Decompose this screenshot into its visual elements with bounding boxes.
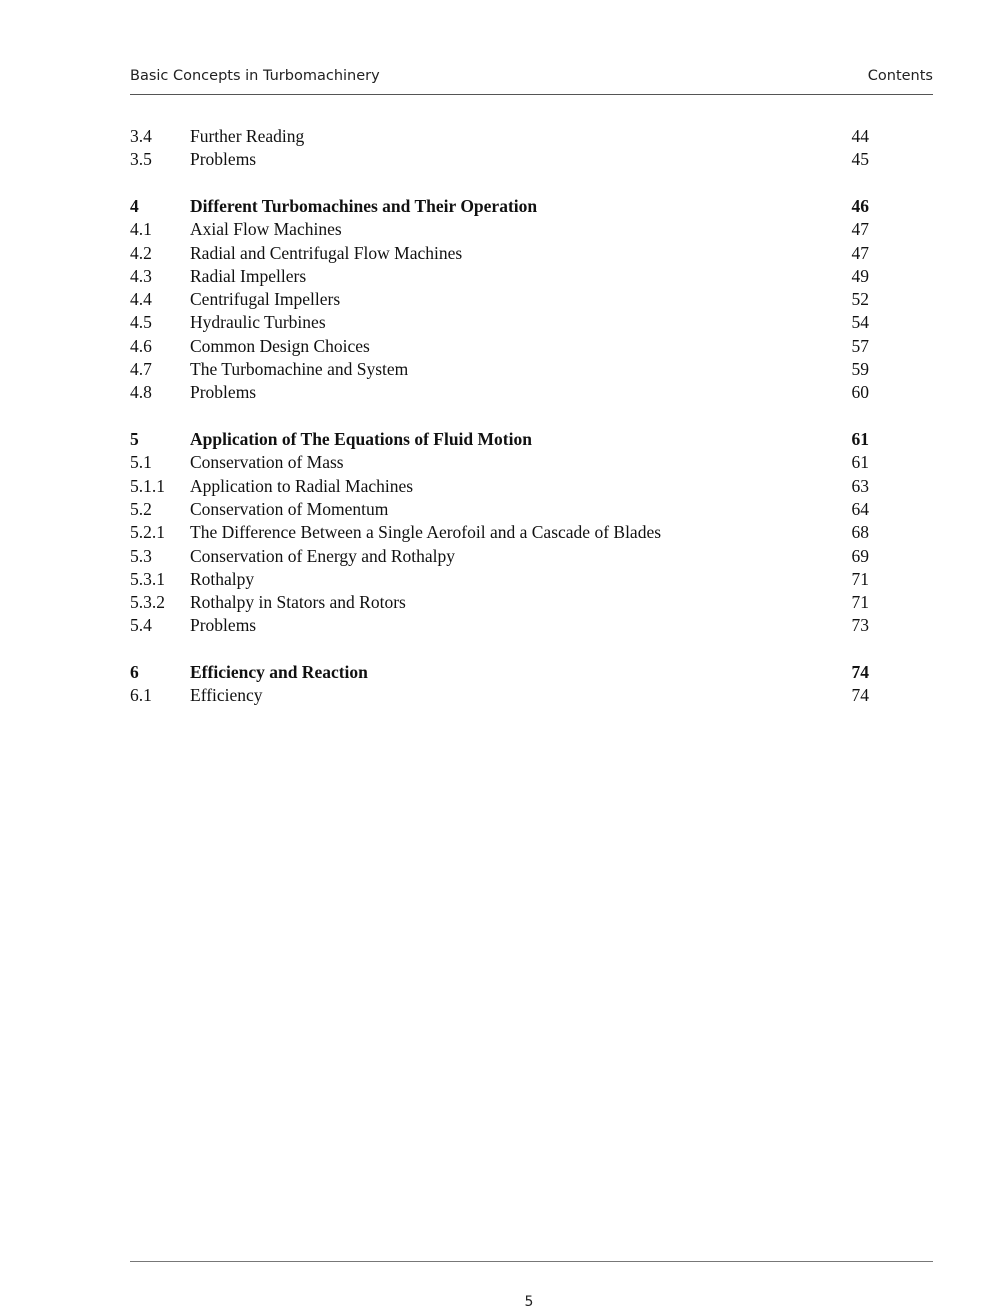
toc-entry-page: 71 (851, 568, 869, 589)
toc-entry-title: Different Turbomachines and Their Operation (190, 195, 538, 216)
toc-entry-title: Conservation of Mass (190, 452, 344, 473)
toc-entry-page: 74 (851, 685, 869, 706)
toc-section-entry[interactable] (130, 451, 870, 474)
toc-entry-number: 5.1 (130, 452, 152, 473)
toc-entry-title: Application to Radial Machines (190, 475, 414, 496)
toc-entry-page: 69 (851, 545, 869, 566)
toc-entry-number: 4.8 (130, 382, 152, 403)
page-number: 5 (524, 1294, 534, 1310)
toc-section-entry[interactable] (130, 684, 870, 707)
footer-divider (130, 1261, 933, 1262)
toc-entry-page: 57 (851, 335, 869, 356)
toc-section-entry[interactable] (130, 265, 870, 288)
toc-entry-title: Problems (190, 615, 257, 636)
toc-entry-number: 3.4 (130, 126, 152, 146)
toc-entry-title: Rothalpy in Stators and Rotors (190, 592, 406, 613)
toc-entry-title: Radial and Centrifugal Flow Machines (190, 242, 463, 263)
toc-entry-page: 63 (851, 475, 869, 496)
toc-section-entry[interactable] (130, 125, 870, 148)
toc-entry-number: 6 (130, 662, 139, 683)
toc-entry-page: 47 (851, 242, 869, 263)
toc-entry-number: 4.2 (130, 242, 152, 263)
toc-entry-page: 74 (851, 662, 869, 683)
toc-entry-number: 5 (130, 429, 139, 450)
toc-entry-title: Further Reading (190, 126, 305, 146)
toc-entry-number: 5.2.1 (130, 522, 165, 543)
toc-entry-number: 3.5 (130, 149, 152, 170)
toc-entry-title: The Turbomachine and System (190, 359, 409, 380)
toc-entry-page: 59 (851, 359, 869, 380)
toc-entry-title: Conservation of Momentum (190, 498, 389, 519)
toc-entry-number: 5.3.1 (130, 568, 165, 589)
toc-section-entry[interactable] (130, 614, 870, 637)
toc-entry-number: 5.4 (130, 615, 152, 636)
toc-entry-page: 44 (851, 126, 869, 146)
toc-section-entry[interactable] (130, 545, 870, 568)
toc-entry-page: 64 (851, 498, 869, 519)
toc-entry-title: The Difference Between a Single Aerofoil and a Cascade of Blades (190, 522, 662, 543)
toc-entry-number: 4.4 (130, 289, 152, 310)
toc-entry-page: 71 (851, 592, 869, 613)
toc-section-entry[interactable] (130, 218, 870, 241)
toc-entry-page: 68 (851, 522, 869, 543)
toc-entry-number: 5.3.2 (130, 592, 165, 613)
toc-chapter-entry[interactable] (130, 195, 870, 218)
toc-entry-title: Efficiency (190, 685, 263, 706)
toc-entry-page: 49 (851, 265, 869, 286)
toc-entry-number: 5.3 (130, 545, 152, 566)
toc-entry-page: 45 (851, 149, 869, 170)
toc-entry-number: 4.5 (130, 312, 152, 333)
toc-section-entry[interactable] (130, 591, 870, 614)
toc-entry-number: 4.3 (130, 265, 152, 286)
toc-entry-number: 4.1 (130, 219, 152, 240)
toc-entry-number: 5.2 (130, 498, 152, 519)
toc-entry-title: Common Design Choices (190, 335, 370, 356)
toc-entry-title: Conservation of Energy and Rothalpy (190, 545, 456, 566)
toc-entry-title: Rothalpy (190, 568, 255, 589)
toc-entry-title: Centrifugal Impellers (190, 289, 341, 310)
toc-entry-title: Problems (190, 149, 257, 170)
toc-section-entry[interactable] (130, 311, 870, 334)
toc-entry-number: 4.7 (130, 359, 152, 380)
toc-entry-page: 61 (851, 452, 869, 473)
toc-entry-number: 4.6 (130, 335, 152, 356)
toc-section-entry[interactable] (130, 381, 870, 404)
toc-entry-title: Application of The Equations of Fluid Motion (190, 429, 532, 450)
toc-section-entry[interactable] (130, 242, 870, 265)
book-title: Basic Concepts in Turbomachinery (130, 68, 380, 84)
toc-entry-number: 6.1 (130, 685, 152, 706)
toc-section-entry[interactable] (130, 498, 870, 521)
toc-section-entry[interactable] (130, 475, 870, 498)
toc-section-entry[interactable] (130, 148, 870, 171)
toc-entry-page: 52 (851, 289, 869, 310)
toc-entry-title: Radial Impellers (190, 265, 307, 286)
toc-entry-page: 60 (851, 382, 869, 403)
toc-entry-page: 54 (851, 312, 869, 333)
toc-entry-page: 61 (851, 429, 869, 450)
toc-entry-title: Axial Flow Machines (190, 219, 342, 240)
toc-section-entry[interactable] (130, 335, 870, 358)
toc-entry-title: Efficiency and Reaction (190, 662, 368, 683)
toc-entry-page: 73 (851, 615, 869, 636)
toc-section-entry[interactable] (130, 521, 870, 544)
toc-entry-page: 46 (851, 195, 869, 216)
section-label: Contents (867, 68, 933, 84)
toc-entry-number: 5.1.1 (130, 475, 165, 496)
toc-section-entry[interactable] (130, 288, 870, 311)
toc-entry-title: Hydraulic Turbines (190, 312, 326, 333)
toc-section-entry[interactable] (130, 358, 870, 381)
toc-entry-title: Problems (190, 382, 257, 403)
toc-entry-number: 4 (130, 195, 139, 216)
toc-section-entry[interactable] (130, 568, 870, 591)
toc-entry-page: 47 (851, 219, 869, 240)
toc-chapter-entry[interactable] (130, 428, 870, 451)
table-of-contents (130, 125, 870, 708)
running-header (130, 66, 933, 95)
toc-chapter-entry[interactable] (130, 661, 870, 684)
